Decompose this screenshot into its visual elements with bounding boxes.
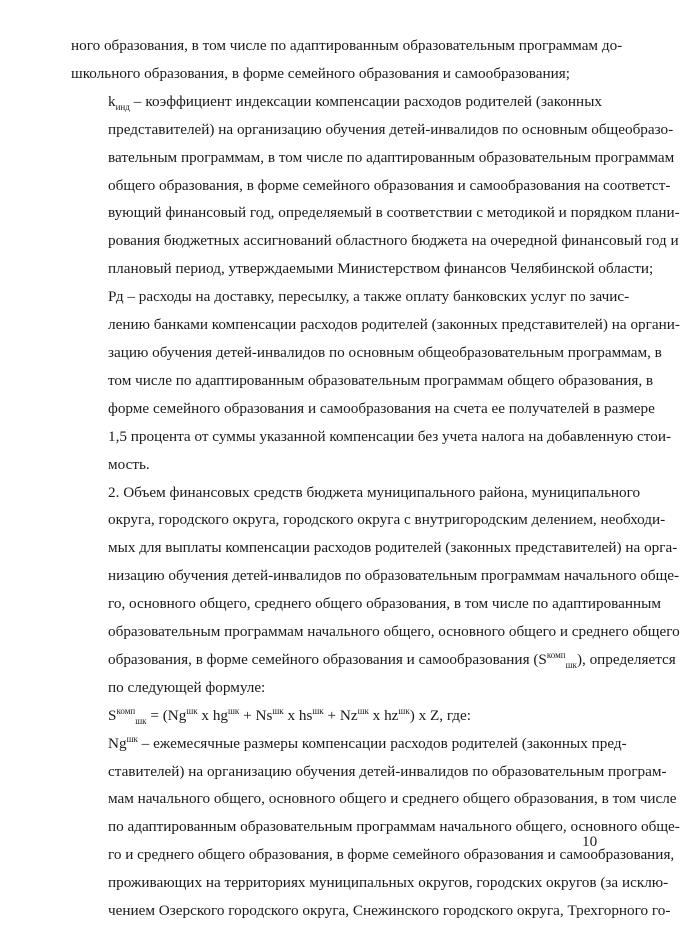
paragraph-k-ind: [71, 88, 680, 283]
formula-part: ) x Z, где:: [409, 706, 471, 724]
text-line: го и среднего общего образования, в форме семейного образования и самообразования,: [108, 846, 675, 864]
formula-part: + Ns: [239, 706, 273, 724]
text-line: представителей) на организацию обучения детей-инвалидов по основным общеобразо-: [108, 120, 674, 138]
symbol-k-subscript: инд: [115, 101, 130, 112]
document-body: [71, 32, 680, 925]
formula-part: + Nz: [323, 706, 358, 724]
text-line: общего образования, в форме семейного образования и самообразования на соответст-: [108, 176, 671, 194]
paragraph-item-2: [71, 479, 680, 702]
text-line: лению банками компенсации расходов родителей (законных представителей) на органи-: [108, 316, 680, 334]
text-line: образовательным программам начального общего, основного общего и среднего общего: [108, 623, 680, 641]
text-line: том числе по адаптированным образовательным программам общего образования, в: [108, 371, 654, 389]
symbol-ng-superscript: шк: [126, 733, 138, 744]
formula-superscript: шк: [186, 705, 198, 716]
text-line: мость.: [108, 455, 150, 473]
symbol-s: S: [538, 650, 547, 668]
paragraph-rd: [71, 283, 680, 478]
text-line: низацию обучения детей-инвалидов по образовательным программам начального обще-: [108, 567, 680, 585]
formula-superscript: шк: [398, 705, 410, 716]
formula-superscript: шк: [272, 705, 284, 716]
text-line: плановый период, утверждаемыми Министерством финансов Челябинской области;: [108, 260, 654, 278]
text-line: [71, 88, 602, 116]
text-line: рования бюджетных ассигнований областного бюджета на очередной финансовый год и: [108, 232, 679, 250]
text-line: вательным программам, в том числе по адаптированным образовательным программам: [108, 148, 675, 166]
text-line: проживающих на территориях муниципальных округов, городских округов (за исклю-: [108, 874, 669, 892]
text-line: [71, 730, 627, 758]
text-line: 2. Объем финансовых средств бюджета муниципального района, муниципального: [108, 483, 641, 501]
text-line: по адаптированным образовательным программам начального общего, основного обще-: [108, 818, 680, 836]
page-number: 10: [582, 833, 598, 850]
text-line: по следующей формуле:: [108, 678, 266, 696]
symbol-k: k: [108, 92, 116, 110]
text-line: вующий финансовый год, определяемый в соответствии с методикой и порядком плани-: [108, 204, 680, 222]
text-line: 1,5 процента от суммы указанной компенсации без учета налога на добавленную стои-: [108, 427, 672, 445]
formula-part: x hs: [283, 706, 313, 724]
text-line: чением Озерского городского округа, Снежинского городского округа, Трехгорного го-: [108, 902, 671, 920]
paragraph-ng: [71, 730, 680, 925]
formula-superscript: шк: [357, 705, 369, 716]
text-line: [71, 646, 676, 674]
paragraph-continuation: [71, 32, 623, 88]
formula: [71, 702, 602, 730]
formula-s-subscript: шк: [135, 715, 147, 726]
text-line: го, основного общего, среднего общего образования, в том числе по адаптированным: [108, 595, 661, 613]
text-line-end: ), определяется: [576, 650, 676, 668]
text-line-rest: – коэффициент индексации компенсации расходов родителей (законных: [129, 92, 602, 110]
formula-superscript: шк: [228, 705, 240, 716]
formula-part: x hz: [368, 706, 399, 724]
formula-s-superscript: комп: [116, 705, 136, 716]
text-line-start: образования, в форме семейного образования и самообразования (: [108, 650, 539, 668]
text-line: округа, городского округа, городского округа с внутригородским делением, необходи-: [108, 511, 666, 529]
text-line: мам начального общего, основного общего и среднего общего образования, в том числе: [108, 790, 677, 808]
text-line: ставителей) на организацию обучения детей-инвалидов по образовательным програм-: [108, 762, 667, 780]
formula-s: S: [108, 706, 117, 724]
formula-part: = (Ng: [146, 706, 187, 724]
symbol-s-subscript: шк: [565, 659, 577, 670]
text-line: зацию обучения детей-инвалидов по основным общеобразовательным программам, в: [108, 343, 662, 361]
text-line-rest: – ежемесячные размеры компенсации расходов родителей (законных пред-: [137, 734, 627, 752]
symbol-s-superscript: комп: [546, 649, 566, 660]
symbol-ng: Ng: [108, 734, 127, 752]
text-line: ного образования, в том числе по адаптированным образовательным программам до-: [71, 37, 623, 54]
text-line: школьного образования, в форме семейного образования и самообразования;: [71, 64, 570, 82]
text-line: форме семейного образования и самообразования на счета ее получателей в размере: [108, 399, 655, 417]
formula-part: x hg: [197, 706, 228, 724]
text-line: мых для выплаты компенсации расходов родителей (законных представителей) на орга-: [108, 539, 678, 557]
formula-superscript: шк: [312, 705, 324, 716]
text-line: Рд – расходы на доставку, пересылку, а также оплату банковских услуг по зачис-: [108, 288, 630, 306]
